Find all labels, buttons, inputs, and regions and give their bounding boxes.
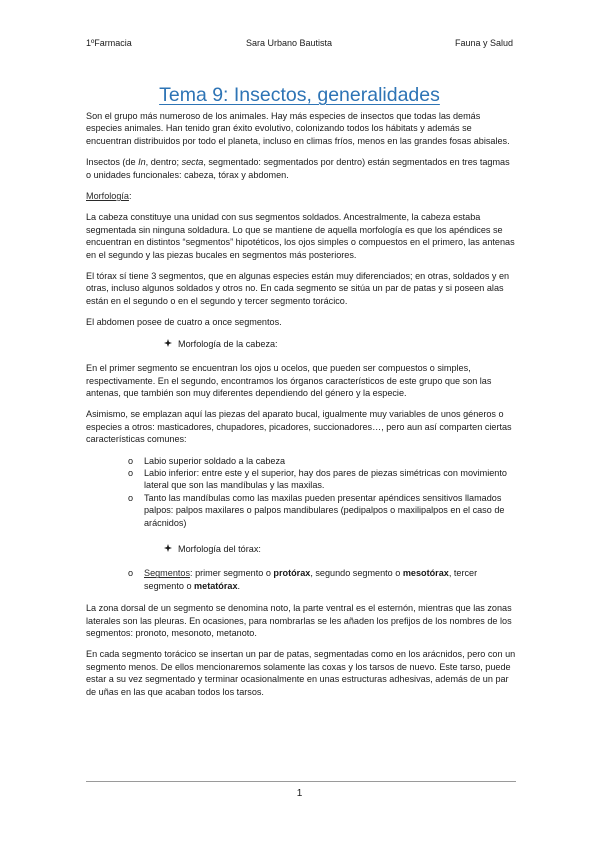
list-item-text: Labio inferior: entre este y el superior, hay dos pares de piezas simétricas con movimiento lateral que son las mandíbulas y las maxilas.	[144, 467, 507, 491]
segments-list	[86, 567, 516, 592]
head-paragraph: La cabeza constituye una unidad con sus segmentos soldados. Ancestralmente, la cabeza estaba segmentada sin ninguna soldadura. Lo que se mantiene de aquella morfología es que los apéndices se encuentran en distintos “segmentos” hipotéticos, los ojos simples o compuestos en el primero, las antenas en el segundo y las piezas bucales en segmentos más posteriores.	[86, 212, 515, 260]
mesotorax-term: mesotórax	[402, 568, 449, 579]
etymology-in: In	[138, 157, 146, 168]
morfologia-heading-colon: :	[128, 191, 132, 202]
page-number: 1	[296, 788, 303, 799]
list-item	[86, 492, 516, 529]
segments-text: .	[237, 580, 241, 591]
list-item-text: Tanto las mandíbulas como las maxilas pueden presentar apéndices sensitivos llamados palpos: palpos maxilares o palpos mandibulares (pedipalpos o maxilipalpos en el caso de arácnidos)	[144, 492, 505, 528]
thorax-morphology-subheading	[164, 543, 516, 555]
morfologia-heading-label: Morfología	[86, 191, 129, 202]
thorax-morphology-label: Morfología del tórax:	[178, 543, 261, 554]
segments-text: , segundo segmento o	[310, 568, 403, 579]
eyes-antennae-paragraph: En el primer segmento se encuentran los ojos u ocelos, que pueden ser compuestos o simples, respectivamente. En el segundo, encontramos los órganos característicos de este grupo que son las antenas, que también son muy diferentes dependiendo del género y la especie.	[86, 363, 492, 398]
noto-paragraph: La zona dorsal de un segmento se denomina noto, la parte ventral es el esternón, mientras que las zonas laterales son las pleuras. En ocasiones, para nombrarlas se les añaden los prefijos de los nombres de los segmentos: pronoto, mesonoto, metanoto.	[86, 603, 512, 638]
page-title: Tema 9: Insectos, generalidades	[159, 84, 440, 106]
head-morphology-label: Morfología de la cabeza:	[178, 338, 278, 349]
list-item-text: Labio superior soldado a la cabeza	[144, 455, 286, 466]
list-item	[86, 455, 516, 467]
mouthparts-list	[86, 455, 516, 529]
etymology-text-e: , segmentado: segmentados por dentro) están segmentados en tres tagmas o unidades funcionales: cabeza, tórax y abdomen.	[86, 157, 510, 180]
diamond-bullet-icon	[164, 338, 178, 350]
metatorax-term: metatórax	[194, 580, 238, 591]
etymology-text-a: Insectos (de	[86, 157, 139, 168]
intro-paragraph: Son el grupo más numeroso de los animales. Hay más especies de insectos que todas las demás especies animales. Han tenido gran éxito evolutivo, colonizando todos los hábitats y además se encuentran distribuidos por todo el planeta, incluso en climas fríos, menos en las grandes fosas abisales.	[86, 111, 510, 146]
circle-bullet-icon: o	[128, 455, 134, 466]
protorax-term: protórax	[273, 568, 311, 579]
header-subject: Fauna y Salud	[454, 38, 513, 48]
segments-text: , tercer segmento o	[144, 568, 478, 591]
thorax-paragraph: El tórax sí tiene 3 segmentos, que en algunas especies están muy diferenciados; en otras, soldados y en otras, incluso algunos soldados y otros no. En cada segmento se sitúa un par de patas y si poseen alas están en el segundo o en el segundo y tercer segmento torácico.	[86, 271, 510, 306]
mouthparts-paragraph: Asimismo, se emplazan aquí las piezas del aparato bucal, igualmente muy variables de unos géneros o especies a otros: masticadores, chupadores, picadores, succionadores…, pero aun así comparten ciertas características comunes:	[86, 409, 512, 445]
etymology-text-c: , dentro;	[145, 157, 182, 168]
diamond-bullet-icon	[164, 543, 178, 555]
legs-paragraph: En cada segmento torácico se insertan un par de patas, segmentadas como en los arácnidos, pero con un segmento menos. De ellos mencionaremos solamente las coxas y los tarsos de nuevo. Este tarso, puede estar a su vez segmentado y terminar ocasionalmente en unas estructuras adhesivas, además de un par de uñas en las que acaban todos los tarsos.	[86, 649, 516, 697]
list-item	[86, 567, 516, 592]
segments-label: Segmentos	[144, 568, 191, 579]
segments-text: : primer segmento o	[190, 568, 274, 579]
circle-bullet-icon: o	[128, 492, 134, 503]
footer-divider	[86, 781, 516, 782]
circle-bullet-icon: o	[128, 568, 134, 579]
document-body	[86, 110, 516, 707]
morfologia-heading	[86, 190, 516, 202]
page-header	[86, 38, 513, 52]
header-author: Sara Urbano Bautista	[246, 38, 333, 48]
circle-bullet-icon: o	[128, 467, 134, 478]
header-course: 1ºFarmacia	[86, 38, 132, 48]
abdomen-paragraph: El abdomen posee de cuatro a once segmentos.	[86, 317, 282, 328]
etymology-paragraph	[86, 156, 516, 181]
list-item	[86, 467, 516, 492]
etymology-secta: secta	[181, 157, 204, 168]
head-morphology-subheading	[164, 338, 516, 350]
